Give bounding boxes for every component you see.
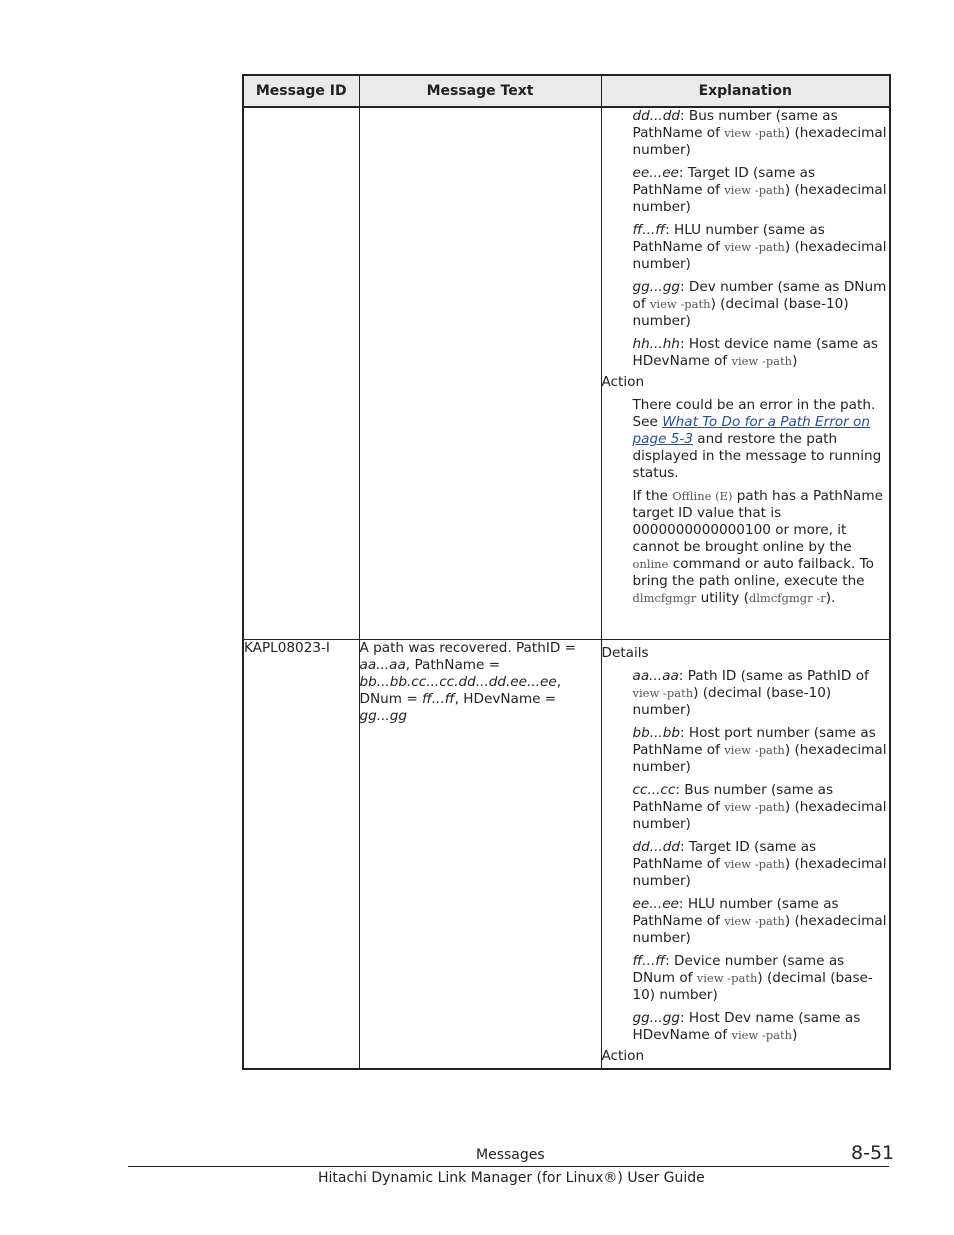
variable-name: cc...cc: [632, 781, 676, 798]
code-text: view -path: [724, 913, 785, 928]
variable-name: dd...dd: [632, 108, 680, 124]
footer-divider: [128, 1166, 889, 1167]
code-text: dlmcfgmgr: [632, 591, 697, 605]
explanation-cell: [601, 107, 890, 639]
code-text: view -path: [724, 183, 785, 197]
explanation-cell: [601, 639, 890, 1069]
detail-item: ff...ff: HLU number (same as PathName of view -path) (hexadecimal number): [632, 222, 887, 272]
variable-name: ee...ee: [632, 895, 679, 912]
action-label: Action: [601, 1047, 645, 1064]
detail-item: dd...dd: Bus number (same as PathName of view -path) (hexadecimal number): [632, 108, 887, 158]
details-label: Details: [601, 644, 649, 661]
variable-name: dd...dd: [632, 838, 680, 855]
header-explanation: Explanation: [601, 75, 890, 107]
table-row: [243, 639, 890, 1069]
detail-item: cc...cc: Bus number (same as PathName of view -path) (hexadecimal number): [632, 781, 887, 832]
message-text-cell: [359, 107, 601, 639]
error-procedure-link[interactable]: What To Do for a Path Error on page 5-3: [632, 414, 870, 447]
code-text: view -path: [724, 126, 785, 140]
detail-list: [602, 108, 890, 370]
variable-name: ff...ff: [632, 952, 666, 969]
action-paragraph: If the Offline (E) path has a PathName target ID value that is 0000000000000100 or more, it cannot be brought online by the online command or auto failback. To bring the path online, execute the dlmcfgmgr utility (dlmcfgmgr -r).: [632, 488, 883, 606]
code-text: view -path: [724, 856, 785, 871]
detail-item: aa...aa: Path ID (same as PathID of view -path) (decimal (base-10) number): [632, 667, 869, 718]
header-message-text: Message Text: [359, 75, 601, 107]
code-text: view -path: [632, 685, 694, 700]
variable-name: aa...aa: [632, 667, 679, 684]
header-message-id: Message ID: [243, 75, 359, 107]
detail-item: ee...ee: HLU number (same as PathName of view -path) (hexadecimal number): [632, 895, 887, 946]
message-id-cell: [243, 107, 359, 639]
variable-name: gg...gg: [632, 279, 680, 295]
variable-name: hh...hh: [632, 336, 680, 352]
action-paragraph: There could be an error in the path. See What To Do for a Path Error on page 5-3 and restore the path displayed in the message to running status.: [632, 397, 882, 481]
code-text: view -path: [724, 240, 785, 254]
detail-item: gg...gg: Host Dev name (same as HDevName of view -path): [632, 1009, 861, 1043]
detail-item: bb...bb: Host port number (same as PathName of view -path) (hexadecimal number): [632, 724, 887, 775]
footer-guide-title: Hitachi Dynamic Link Manager (for Linux®) User Guide: [318, 1170, 705, 1186]
code-text: view -path: [731, 354, 793, 368]
variable-name: gg...gg: [632, 1009, 680, 1026]
table-header-row: [243, 75, 890, 107]
code-text: view -path: [724, 742, 785, 757]
code-text: view -path: [696, 970, 758, 985]
variable-name: ee...ee: [632, 165, 679, 181]
code-text: dlmcfgmgr -r: [748, 591, 826, 605]
page-number: 8-51: [851, 1142, 895, 1164]
code-text: online: [632, 557, 669, 571]
code-text: Offline (E): [672, 489, 733, 503]
detail-item: ff...ff: Device number (same as DNum of view -path) (decimal (base-10) number): [632, 952, 873, 1003]
message-text-cell: A path was recovered. PathID = aa...aa, PathName = bb...bb.cc...cc.dd...dd.ee...ee, DNum = ff...ff, HDevName = gg...gg: [359, 639, 601, 1069]
code-text: view -path: [724, 799, 785, 814]
code-text: view -path: [731, 1027, 793, 1042]
variable-name: bb...bb: [632, 724, 680, 741]
detail-item: dd...dd: Target ID (same as PathName of view -path) (hexadecimal number): [632, 838, 887, 889]
message-table: [242, 74, 891, 1070]
table-row: [243, 107, 890, 639]
detail-item: gg...gg: Dev number (same as DNum of view -path) (decimal (base-10) number): [632, 279, 887, 329]
footer-section-title: Messages: [476, 1147, 545, 1163]
message-id-cell: KAPL08023-I: [243, 639, 359, 1069]
detail-list: [602, 668, 890, 1044]
detail-item: hh...hh: Host device name (same as HDevName of view -path): [632, 336, 879, 369]
detail-item: ee...ee: Target ID (same as PathName of view -path) (hexadecimal number): [632, 165, 887, 215]
code-text: view -path: [649, 297, 711, 311]
action-label: Action: [601, 374, 645, 390]
variable-name: ff...ff: [632, 222, 666, 238]
